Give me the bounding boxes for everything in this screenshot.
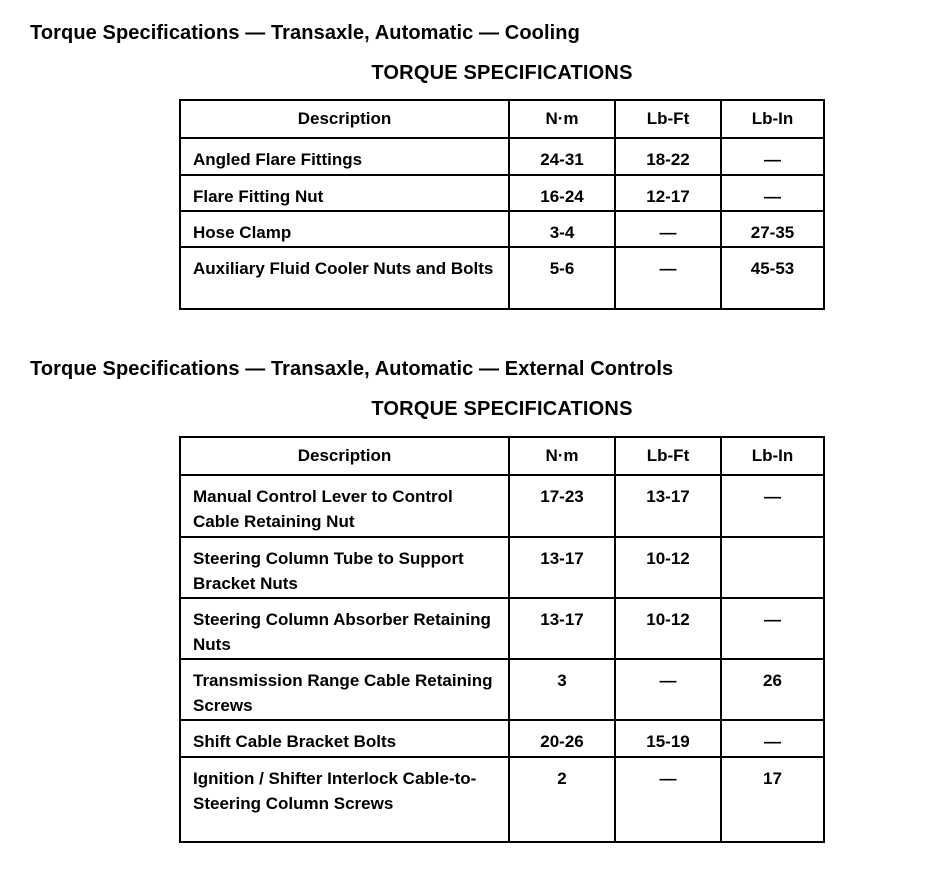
- cell-nm: 13-17: [509, 537, 615, 598]
- cell-lbft: —: [615, 211, 721, 247]
- cell-nm: 3: [509, 659, 615, 720]
- cell-description: Angled Flare Fittings: [180, 138, 509, 175]
- cell-lbin: [721, 537, 824, 598]
- section-heading-cooling: Torque Specifications — Transaxle, Automatic — Cooling: [30, 22, 580, 44]
- table-row: [180, 247, 824, 309]
- cell-nm: 13-17: [509, 598, 615, 659]
- cell-lbin: 45-53: [721, 247, 824, 309]
- cell-lbin: —: [721, 598, 824, 659]
- cell-lbft: 15-19: [615, 720, 721, 757]
- cell-nm: 3-4: [509, 211, 615, 247]
- cell-lbft: 10-12: [615, 598, 721, 659]
- cell-nm: 24-31: [509, 138, 615, 175]
- table-row: [180, 720, 824, 757]
- table-row: [180, 175, 824, 211]
- column-header-lbin: Lb-In: [721, 437, 824, 475]
- cell-lbin: —: [721, 138, 824, 175]
- cell-lbin: 26: [721, 659, 824, 720]
- column-header-lbft: Lb-Ft: [615, 100, 721, 138]
- cell-nm: 16-24: [509, 175, 615, 211]
- cell-description: Ignition / Shifter Interlock Cable-to-Steering Column Screws: [180, 757, 509, 842]
- cell-nm: 20-26: [509, 720, 615, 757]
- cell-lbft: —: [615, 659, 721, 720]
- cell-lbin: 17: [721, 757, 824, 842]
- table-header-row: [180, 437, 824, 475]
- column-header-nm: N·m: [509, 437, 615, 475]
- column-header-nm: N·m: [509, 100, 615, 138]
- cell-description: Hose Clamp: [180, 211, 509, 247]
- cell-lbft: 12-17: [615, 175, 721, 211]
- table-row: [180, 475, 824, 537]
- cell-nm: 5-6: [509, 247, 615, 309]
- table-row: [180, 757, 824, 842]
- section-heading-external-controls: Torque Specifications — Transaxle, Automatic — External Controls: [30, 358, 674, 380]
- cell-lbin: 27-35: [721, 211, 824, 247]
- cell-description: Auxiliary Fluid Cooler Nuts and Bolts: [180, 247, 509, 309]
- cell-lbft: 18-22: [615, 138, 721, 175]
- table-row: [180, 138, 824, 175]
- cell-description: Steering Column Tube to Support Bracket Nuts: [180, 537, 509, 598]
- column-header-lbin: Lb-In: [721, 100, 824, 138]
- torque-table-cooling: [179, 99, 825, 310]
- cell-lbin: —: [721, 720, 824, 757]
- cell-description: Transmission Range Cable Retaining Screws: [180, 659, 509, 720]
- cell-lbft: 10-12: [615, 537, 721, 598]
- cell-lbin: —: [721, 175, 824, 211]
- cell-nm: 17-23: [509, 475, 615, 537]
- cell-nm: 2: [509, 757, 615, 842]
- cell-lbft: 13-17: [615, 475, 721, 537]
- cell-description: Manual Control Lever to Control Cable Retaining Nut: [180, 475, 509, 537]
- cell-lbft: —: [615, 247, 721, 309]
- cell-lbft: —: [615, 757, 721, 842]
- table-row: [180, 537, 824, 598]
- cell-description: Flare Fitting Nut: [180, 175, 509, 211]
- cell-description: Shift Cable Bracket Bolts: [180, 720, 509, 757]
- column-header-description: Description: [180, 100, 509, 138]
- table-row: [180, 211, 824, 247]
- table-row: [180, 598, 824, 659]
- table-header-row: [180, 100, 824, 138]
- column-header-description: Description: [180, 437, 509, 475]
- table-title-external-controls: TORQUE SPECIFICATIONS: [371, 398, 633, 420]
- cell-description: Steering Column Absorber Retaining Nuts: [180, 598, 509, 659]
- cell-lbin: —: [721, 475, 824, 537]
- table-row: [180, 659, 824, 720]
- torque-table-external-controls: [179, 436, 825, 843]
- table-title-cooling: TORQUE SPECIFICATIONS: [371, 62, 633, 84]
- column-header-lbft: Lb-Ft: [615, 437, 721, 475]
